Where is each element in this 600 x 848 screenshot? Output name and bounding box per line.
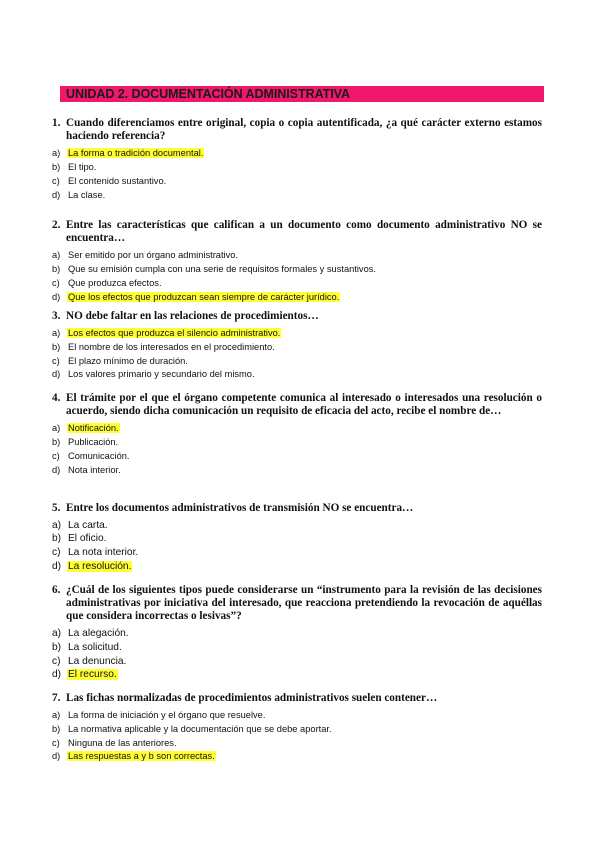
option-a [52,627,542,641]
option-b [52,640,542,654]
option-text: Comunicación. [68,450,130,461]
option-d [52,188,542,202]
option-b [52,532,542,546]
option-letter: b) [52,533,62,545]
option-letter: d) [52,189,61,200]
option-letter: b) [52,641,62,653]
option-text: Publicación. [68,437,119,448]
option-c [52,546,542,560]
options-list [52,326,542,381]
option-a [52,708,542,722]
question-text: Entre las características que califican a un documento como documento administrativo NO se encuentra… [66,219,542,245]
option-letter: c) [52,450,60,461]
question-6 [52,584,542,682]
option-c [52,354,542,368]
option-b [52,435,542,449]
question-text: Entre los documentos administrativos de transmisión NO se encuentra… [66,502,414,514]
option-letter: b) [52,162,61,173]
option-text: La nota interior. [68,547,139,559]
option-letter: a) [52,710,61,721]
option-text: La forma de iniciación y el órgano que resuelve. [68,710,266,721]
options-list [52,627,542,682]
option-text: Que produzca efectos. [68,277,162,288]
option-letter: d) [52,751,61,762]
option-letter: c) [52,355,60,366]
option-a [52,146,542,160]
option-b [52,340,542,354]
option-text: La clase. [68,189,106,200]
option-d [52,290,542,304]
question-2 [52,219,542,304]
option-d [52,368,542,382]
option-letter: a) [52,250,61,261]
question-5 [52,502,542,573]
option-a [52,326,542,340]
option-letter: b) [52,723,61,734]
option-c [52,276,542,290]
option-text: La normativa aplicable y la documentación que se debe aportar. [68,723,332,734]
option-letter: a) [52,148,61,159]
option-letter: d) [52,291,61,302]
question-number: 7. [52,692,61,704]
question-number: 4. [52,392,61,404]
option-text: Ser emitido por un órgano administrativo. [68,250,239,261]
option-text: Nota interior. [68,464,121,475]
option-letter: b) [52,437,61,448]
option-letter: d) [52,369,61,380]
option-letter: b) [52,264,61,275]
question-text: Cuando diferenciamos entre original, copia o copia autentificada, ¿a qué carácter externo estamos haciendo referencia? [66,117,542,143]
question-7 [52,692,542,763]
option-letter: c) [52,655,61,667]
options-list [52,518,542,573]
options-list [52,421,542,476]
question-text: ¿Cuál de los siguientes tipos puede considerarse un “instrumento para la revisión de las decisiones administrativas por iniciativa del interesado, que reacciona pretendiendo la revocación de aquéllas que considera incorrectas o lesivas”? [66,584,542,623]
option-b [52,160,542,174]
option-d [52,463,542,477]
option-d [52,750,542,764]
option-letter: a) [52,519,62,531]
question-text: NO debe faltar en las relaciones de procedimientos… [66,310,319,322]
option-text: Los valores primario y secundario del mismo. [68,369,255,380]
option-a [52,248,542,262]
option-text-correct: La forma o tradición documental. [68,148,204,159]
option-a [52,421,542,435]
option-text: El nombre de los interesados en el procedimiento. [68,341,275,352]
option-letter: c) [52,737,60,748]
option-letter: c) [52,175,60,186]
option-c [52,654,542,668]
option-d [52,560,542,574]
options-list [52,708,542,763]
question-number: 2. [52,219,61,231]
question-4 [52,392,542,477]
question-3 [52,310,542,381]
option-letter: b) [52,341,61,352]
question-text: El trámite por el que el órgano competente comunica al interesado o interesados una resolución o acuerdo, siendo dicha comunicación un requisito de eficacia del acto, recibe el nombre de… [66,392,542,418]
option-letter: d) [52,669,62,681]
question-1 [52,117,542,202]
option-letter: d) [52,560,62,572]
option-text: El oficio. [68,533,107,545]
question-number: 5. [52,502,61,514]
option-text-correct: Que los efectos que produzcan sean siempre de carácter jurídico. [68,291,340,302]
question-text: Las fichas normalizadas de procedimientos administrativos suelen contener… [66,692,438,704]
option-letter: c) [52,277,60,288]
option-text: El plazo mínimo de duración. [68,355,188,366]
option-text-correct: Los efectos que produzca el silencio administrativo. [68,328,281,339]
unit-title: UNIDAD 2. DOCUMENTACIÓN ADMINISTRATIVA [60,86,544,102]
option-c [52,736,542,750]
option-text: La denuncia. [68,655,127,667]
option-c [52,449,542,463]
option-b [52,722,542,736]
option-text-correct: Las respuestas a y b son correctas. [68,751,215,762]
option-text: La alegación. [68,628,129,639]
option-text-correct: El recurso. [68,669,117,681]
option-letter: a) [52,628,62,639]
question-number: 3. [52,310,61,322]
option-text: La carta. [68,519,108,531]
option-c [52,174,542,188]
option-letter: c) [52,547,61,559]
option-letter: d) [52,464,61,475]
question-number: 1. [52,117,61,129]
option-text-correct: La resolución. [68,560,132,572]
option-text-correct: Notificación. [68,423,119,434]
option-text: El tipo. [68,162,97,173]
option-b [52,262,542,276]
option-d [52,668,542,682]
option-letter: a) [52,423,61,434]
option-text: El contenido sustantivo. [68,175,167,186]
options-list [52,248,542,303]
option-text: Ninguna de las anteriores. [68,737,177,748]
question-number: 6. [52,584,61,596]
options-list [52,146,542,201]
option-text: Que su emisión cumpla con una serie de requisitos formales y sustantivos. [68,264,376,275]
option-a [52,518,542,532]
option-text: La solicitud. [68,641,122,653]
option-letter: a) [52,328,61,339]
